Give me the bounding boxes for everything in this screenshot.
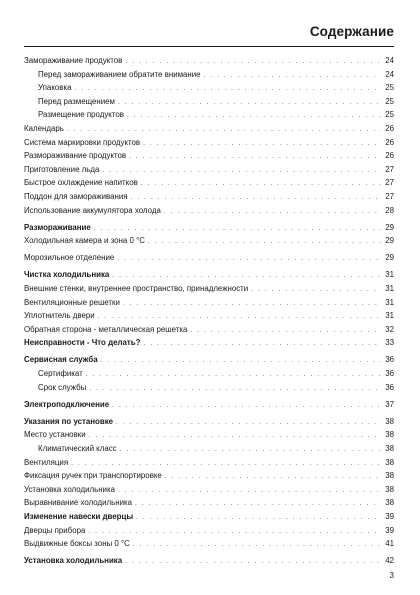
page-title: Содержание xyxy=(309,24,394,39)
toc-entry[interactable] xyxy=(24,137,394,151)
toc-leader-dots xyxy=(67,124,381,137)
toc-leader-dots xyxy=(125,556,381,569)
toc-leader-dots xyxy=(94,223,381,236)
toc-leader-dots xyxy=(204,70,381,83)
toc-leader-dots xyxy=(118,97,381,110)
toc-entry-label: Электроподключение xyxy=(24,399,110,409)
toc-entry[interactable] xyxy=(24,337,394,351)
toc-entry-page: 38 xyxy=(385,444,394,454)
toc-leader-dots xyxy=(118,485,381,498)
toc-entry-page: 36 xyxy=(385,355,394,365)
toc-entry-page: 29 xyxy=(385,236,394,246)
toc-entry-page: 28 xyxy=(385,205,394,215)
toc-leader-dots xyxy=(133,539,381,552)
toc-entry[interactable] xyxy=(24,429,394,443)
toc-entry-page: 26 xyxy=(385,151,394,161)
toc-entry[interactable] xyxy=(24,484,394,498)
toc-entry[interactable] xyxy=(24,283,394,297)
toc-entry-page: 38 xyxy=(385,484,394,494)
toc-entry-page: 36 xyxy=(385,382,394,392)
toc-entry-page: 24 xyxy=(385,69,394,79)
toc-entry-page: 31 xyxy=(385,311,394,321)
toc-entry-label: Уплотнитель двери xyxy=(24,311,95,321)
toc-entry-label: Размораживание продуктов xyxy=(24,151,127,161)
toc-leader-dots xyxy=(251,284,381,297)
toc-entry-page: 41 xyxy=(385,539,394,549)
toc-entry-label: Установка холодильника xyxy=(24,556,123,566)
toc-leader-dots xyxy=(190,325,381,338)
toc-entry-label: Выравнивание холодильника xyxy=(24,498,132,508)
toc-entry-label: Выдвижные боксы зоны 0 °C xyxy=(24,539,130,549)
toc-entry-page: 24 xyxy=(385,56,394,65)
toc-entry-label: Размораживание xyxy=(24,222,91,232)
toc-leader-dots xyxy=(89,430,381,443)
toc-entry-label: Морозильное отделение xyxy=(24,253,115,263)
toc-entry[interactable] xyxy=(24,443,394,457)
toc-entry[interactable] xyxy=(24,235,394,249)
toc-entry-label: Вентиляционные решетки xyxy=(24,297,120,307)
toc-entry[interactable] xyxy=(24,82,394,96)
toc-entry[interactable] xyxy=(24,109,394,123)
toc-leader-dots xyxy=(116,417,381,430)
toc-leader-dots xyxy=(86,369,381,382)
toc-leader-dots xyxy=(136,512,381,525)
toc-leader-dots xyxy=(148,236,381,249)
toc-entry-page: 26 xyxy=(385,137,394,147)
toc-entry[interactable] xyxy=(24,457,394,471)
toc-leader-dots xyxy=(102,165,381,178)
toc-entry-page: 36 xyxy=(385,369,394,379)
toc-entry-page: 42 xyxy=(385,556,394,566)
toc-entry[interactable] xyxy=(24,177,394,191)
toc-entry-page: 27 xyxy=(385,178,394,188)
toc-entry[interactable] xyxy=(24,164,394,178)
toc-entry-label: Изменение навески дверцы xyxy=(24,512,134,521)
toc-entry[interactable] xyxy=(24,55,394,69)
toc-leader-dots xyxy=(74,83,381,96)
toc-entry[interactable] xyxy=(24,191,394,205)
toc-entry-label: Календарь xyxy=(24,123,64,133)
toc-entry-label: Упаковка xyxy=(38,83,72,93)
toc-leader-dots xyxy=(117,253,381,266)
toc-leader-dots xyxy=(131,192,381,205)
toc-entry-page: 38 xyxy=(385,430,394,440)
toc-entry[interactable] xyxy=(24,497,394,511)
toc-entry[interactable] xyxy=(24,310,394,324)
toc-entry[interactable] xyxy=(24,297,394,311)
toc-entry-label: Неисправности - Что делать? xyxy=(24,338,141,348)
toc-entry[interactable] xyxy=(24,416,394,430)
toc-entry[interactable] xyxy=(24,470,394,484)
toc-entry[interactable] xyxy=(24,538,394,552)
toc-entry[interactable] xyxy=(24,399,394,413)
toc-entry-label: Срок службы xyxy=(38,382,87,392)
toc-entry-label: Перед размещением xyxy=(38,96,115,106)
table-of-contents xyxy=(24,55,394,569)
toc-entry-label: Внешние стенки, внутреннее пространство, принадлежности xyxy=(24,284,249,293)
toc-leader-dots xyxy=(127,110,381,123)
toc-entry[interactable] xyxy=(24,324,394,338)
toc-entry-label: Замораживание продуктов xyxy=(24,56,123,65)
toc-entry[interactable] xyxy=(24,382,394,396)
toc-entry-page: 39 xyxy=(385,525,394,535)
toc-entry-page: 37 xyxy=(385,399,394,409)
toc-entry[interactable] xyxy=(24,368,394,382)
toc-entry-page: 31 xyxy=(385,270,394,280)
toc-leader-dots xyxy=(112,270,381,283)
toc-leader-dots xyxy=(89,383,381,396)
toc-entry-page: 25 xyxy=(385,110,394,120)
toc-leader-dots xyxy=(143,138,381,151)
toc-entry-page: 38 xyxy=(385,498,394,508)
toc-entry[interactable] xyxy=(24,511,394,525)
toc-leader-dots xyxy=(88,526,381,539)
toc-entry-label: Перед замораживанием обратите внимание xyxy=(38,69,201,79)
toc-entry-label: Система маркировки продуктов xyxy=(24,137,141,147)
toc-entry-page: 25 xyxy=(385,96,394,106)
toc-entry-label: Дверцы прибора xyxy=(24,525,86,535)
toc-entry-page: 27 xyxy=(385,164,394,174)
toc-leader-dots xyxy=(98,311,381,324)
toc-leader-dots xyxy=(141,178,381,191)
toc-entry[interactable] xyxy=(24,555,394,569)
toc-entry-page: 38 xyxy=(385,416,394,426)
toc-entry[interactable] xyxy=(24,123,394,137)
toc-leader-dots xyxy=(120,444,381,457)
toc-entry-label: Поддон для замораживания xyxy=(24,191,128,201)
toc-entry-label: Быстрое охлаждение напитков xyxy=(24,178,138,188)
page-number: 3 xyxy=(389,571,394,580)
toc-entry-page: 31 xyxy=(385,297,394,307)
toc-entry-page: 25 xyxy=(385,83,394,93)
toc-entry-page: 29 xyxy=(385,253,394,263)
toc-entry-page: 33 xyxy=(385,338,394,348)
toc-entry-page: 26 xyxy=(385,123,394,133)
toc-entry-page: 29 xyxy=(385,222,394,232)
toc-entry-page: 32 xyxy=(385,324,394,334)
toc-entry-label: Сертификат xyxy=(38,369,83,379)
toc-leader-dots xyxy=(143,338,381,351)
toc-entry[interactable] xyxy=(24,96,394,110)
toc-leader-dots xyxy=(164,206,381,219)
toc-leader-dots xyxy=(125,56,381,69)
toc-entry[interactable] xyxy=(24,222,394,236)
toc-entry-label: Установка холодильника xyxy=(24,484,115,494)
toc-entry-label: Климатический класс xyxy=(38,444,117,454)
toc-entry-label: Вентиляция xyxy=(24,457,69,467)
toc-entry-label: Приготовление льда xyxy=(24,164,100,174)
toc-entry-page: 27 xyxy=(385,191,394,201)
toc-entry-label: Указания по установке xyxy=(24,416,114,426)
toc-entry-label: Сервисная служба xyxy=(24,355,98,365)
toc-entry-page: 38 xyxy=(385,471,394,481)
toc-entry[interactable] xyxy=(24,269,394,283)
toc-entry-page: 39 xyxy=(385,512,394,521)
toc-entry-label: Чистка холодильника xyxy=(24,270,110,280)
toc-entry-label: Размещение продуктов xyxy=(38,110,124,120)
toc-entry[interactable] xyxy=(24,252,394,266)
toc-leader-dots xyxy=(112,400,381,413)
toc-leader-dots xyxy=(123,298,381,311)
toc-entry-label: Обратная сторона - металлическая решетка xyxy=(24,324,188,334)
page-header xyxy=(24,22,394,47)
toc-entry[interactable] xyxy=(24,150,394,164)
toc-entry-label: Место установки xyxy=(24,430,86,440)
toc-entry[interactable] xyxy=(24,354,394,368)
toc-entry-label: Использование аккумулятора холода xyxy=(24,205,161,215)
toc-entry[interactable] xyxy=(24,205,394,219)
toc-leader-dots xyxy=(101,355,381,368)
toc-entry-page: 38 xyxy=(385,457,394,467)
toc-entry-page: 31 xyxy=(385,284,394,293)
toc-leader-dots xyxy=(129,151,381,164)
toc-entry[interactable] xyxy=(24,69,394,83)
toc-leader-dots xyxy=(165,471,381,484)
toc-leader-dots xyxy=(71,458,381,471)
toc-entry[interactable] xyxy=(24,525,394,539)
toc-entry-label: Холодильная камера и зона 0 °C xyxy=(24,236,145,246)
toc-entry-label: Фиксация ручек при транспортировке xyxy=(24,471,162,481)
toc-leader-dots xyxy=(135,498,381,511)
